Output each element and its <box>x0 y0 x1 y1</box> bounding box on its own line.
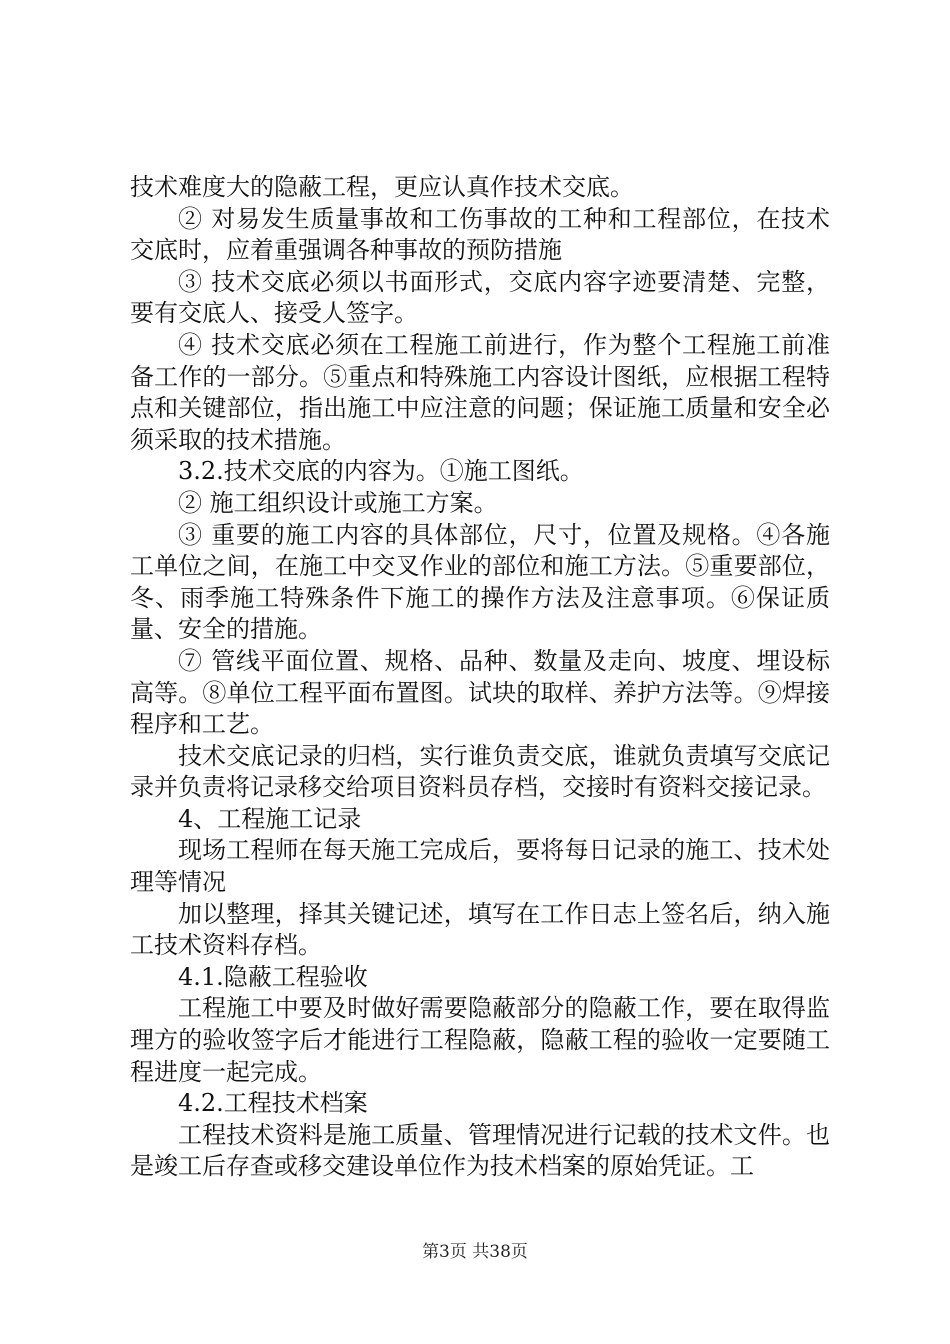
paragraph-14: 工程施工中要及时做好需要隐蔽部分的隐蔽工作，要在取得监理方的验收签字后才能进行工程隐蔽，隐蔽工程的验收一定要随工程进度一起完成。 <box>130 994 830 1086</box>
paragraph-1: 技术难度大的隐蔽工程，更应认真作技术交底。 <box>130 173 634 201</box>
paragraph-7: ③ 重要的施工内容的具体部位，尺寸，位置及规格。④各施工单位之间，在施工中交叉作业的部位和施工方法。⑤重要部位，冬、雨季施工特殊条件下施工的操作方法及注意事项。⑥保证质量、安全的措施。 <box>130 520 830 644</box>
page-number-footer: 第3页 共38页 <box>422 1242 528 1262</box>
paragraph-8: ⑦ 管线平面位置、规格、品种、数量及走向、坡度、埋设标高等。⑧单位工程平面布置图。试块的取样、养护方法等。⑨焊接程序和工艺。 <box>130 646 830 739</box>
paragraph-11: 现场工程师在每天施工完成后，要将每日记录的施工、技术处理等情况 <box>130 836 830 897</box>
paragraph-12: 加以整理，择其关键记述，填写在工作日志上签名后，纳入施工技术资料存档。 <box>130 899 830 960</box>
paragraph-6: ② 施工组织设计或施工方案。 <box>178 488 498 517</box>
paragraph-4: ④ 技术交底必须在工程施工前进行，作为整个工程施工前准备工作的一部分。⑤重点和特殊施工内容设计图纸，应根据工程特点和关键部位，指出施工中应注意的问题；保证施工质量和安全必须采取的技术措施。 <box>130 330 830 454</box>
paragraph-2: ② 对易发生质量事故和工伤事故的工种和工程部位，在技术交底时，应着重强调各种事故的预防措施 <box>130 204 830 265</box>
section-heading-4-2: 4.2.工程技术档案 <box>178 1089 368 1118</box>
paragraph-16: 工程技术资料是施工质量、管理情况进行记载的技术文件。也是竣工后存查或移交建设单位作为技术档案的原始凭证。工 <box>130 1120 830 1181</box>
document-body <box>130 172 830 1183</box>
paragraph-3: ③ 技术交底必须以书面形式，交底内容字迹要清楚、完整，要有交底人、接受人签字。 <box>130 267 830 328</box>
section-heading-4: 4、工程施工记录 <box>178 804 362 833</box>
paragraph-5: 3.2.技术交底的内容为。①施工图纸。 <box>178 457 584 486</box>
paragraph-9: 技术交底记录的归档，实行谁负责交底，谁就负责填写交底记录并负责将记录移交给项目资料员存档，交接时有资料交接记录。 <box>130 741 830 802</box>
section-heading-4-1: 4.1.隐蔽工程验收 <box>178 962 368 991</box>
